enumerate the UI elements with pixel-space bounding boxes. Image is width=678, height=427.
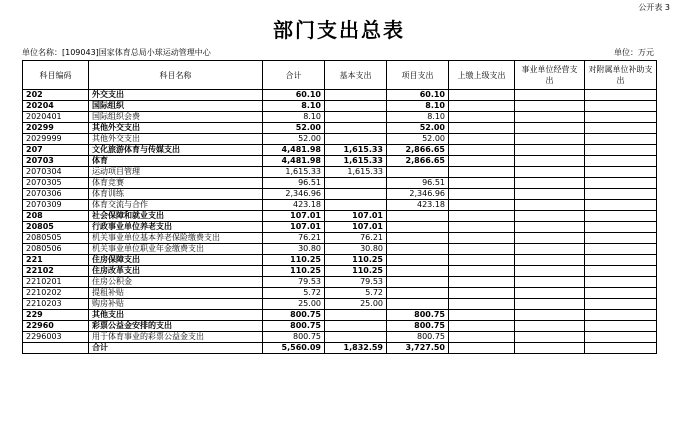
row-basic [325,332,387,343]
row-basic: 76.21 [325,233,387,244]
row-remit [449,145,515,156]
header-project: 项目支出 [387,61,449,90]
row-total: 8.10 [263,112,325,123]
row-total: 5.72 [263,288,325,299]
row-code: 2070304 [23,167,89,178]
row-name: 运动项目管理 [89,167,263,178]
row-basic: 1,615.33 [325,156,387,167]
table-row [23,277,657,288]
row-business [515,277,585,288]
row-remit [449,189,515,200]
row-name: 住房改革支出 [89,266,263,277]
row-basic: 1,832.59 [325,343,387,354]
row-subsidy [585,123,657,134]
row-remit [449,167,515,178]
row-code: 2070306 [23,189,89,200]
row-project [387,277,449,288]
table-row [23,222,657,233]
row-project: 3,727.50 [387,343,449,354]
row-name: 其他支出 [89,310,263,321]
row-total: 110.25 [263,266,325,277]
row-name: 体育 [89,156,263,167]
row-subsidy [585,145,657,156]
row-code: 2210202 [23,288,89,299]
row-business [515,123,585,134]
row-code: 2070309 [23,200,89,211]
header-code: 科目编码 [23,61,89,90]
row-name: 机关事业单位职业年金缴费支出 [89,244,263,255]
row-business [515,178,585,189]
table-row [23,321,657,332]
row-remit [449,288,515,299]
table-row [23,266,657,277]
row-remit [449,343,515,354]
row-project: 2,866.65 [387,145,449,156]
header-basic: 基本支出 [325,61,387,90]
table-row [23,233,657,244]
row-basic [325,178,387,189]
row-subsidy [585,178,657,189]
row-code: 22960 [23,321,89,332]
row-basic: 25.00 [325,299,387,310]
row-remit [449,211,515,222]
row-remit [449,101,515,112]
row-subsidy [585,343,657,354]
row-name: 住房保障支出 [89,255,263,266]
form-number: 公开表 3 [638,3,670,12]
row-remit [449,310,515,321]
row-subsidy [585,310,657,321]
row-subsidy [585,211,657,222]
row-project: 2,866.65 [387,156,449,167]
row-total: 52.00 [263,123,325,134]
row-project: 96.51 [387,178,449,189]
row-remit [449,266,515,277]
row-name: 体育竞赛 [89,178,263,189]
row-project: 800.75 [387,321,449,332]
row-name: 体育交流与合作 [89,200,263,211]
row-code: 208 [23,211,89,222]
row-basic [325,90,387,101]
row-subsidy [585,112,657,123]
row-project: 2,346.96 [387,189,449,200]
row-project [387,233,449,244]
row-subsidy [585,90,657,101]
row-total: 52.00 [263,134,325,145]
row-business [515,167,585,178]
row-business [515,288,585,299]
row-subsidy [585,299,657,310]
row-business [515,266,585,277]
row-total: 107.01 [263,211,325,222]
row-code: 2080506 [23,244,89,255]
row-remit [449,134,515,145]
row-project: 800.75 [387,310,449,321]
table-row [23,310,657,321]
header-total: 合计 [263,61,325,90]
row-remit [449,255,515,266]
row-business [515,332,585,343]
row-name: 机关事业单位基本养老保险缴费支出 [89,233,263,244]
row-basic [325,112,387,123]
row-total: 60.10 [263,90,325,101]
row-name: 购房补贴 [89,299,263,310]
row-total: 800.75 [263,321,325,332]
row-project [387,255,449,266]
row-remit [449,156,515,167]
row-business [515,222,585,233]
unit-name: 单位名称：[109043]国家体育总局小球运动管理中心 [22,48,211,57]
row-project: 800.75 [387,332,449,343]
row-name: 行政事业单位养老支出 [89,222,263,233]
row-remit [449,332,515,343]
row-total: 107.01 [263,222,325,233]
row-project: 60.10 [387,90,449,101]
row-project [387,299,449,310]
row-business [515,101,585,112]
table-row [23,156,657,167]
row-basic: 79.53 [325,277,387,288]
row-project: 423.18 [387,200,449,211]
row-remit [449,321,515,332]
table-row [23,200,657,211]
row-subsidy [585,167,657,178]
table-row [23,343,657,354]
row-name: 合计 [89,343,263,354]
row-project: 52.00 [387,123,449,134]
row-total: 79.53 [263,277,325,288]
row-subsidy [585,266,657,277]
row-code: 2210203 [23,299,89,310]
row-code: 2296003 [23,332,89,343]
header-subsidy: 对附属单位补助支出 [585,61,657,90]
table-row [23,145,657,156]
row-remit [449,277,515,288]
row-business [515,244,585,255]
row-subsidy [585,233,657,244]
row-subsidy [585,288,657,299]
row-code: 20805 [23,222,89,233]
row-business [515,299,585,310]
row-basic [325,189,387,200]
row-total: 4,481.98 [263,145,325,156]
row-basic: 30.80 [325,244,387,255]
row-basic: 1,615.33 [325,167,387,178]
row-subsidy [585,200,657,211]
row-code [23,343,89,354]
row-subsidy [585,189,657,200]
row-project [387,266,449,277]
row-subsidy [585,134,657,145]
row-subsidy [585,277,657,288]
row-name: 住房公积金 [89,277,263,288]
row-business [515,90,585,101]
row-total: 30.80 [263,244,325,255]
table-row [23,288,657,299]
row-business [515,134,585,145]
row-basic: 110.25 [325,255,387,266]
row-total: 1,615.33 [263,167,325,178]
row-code: 2210201 [23,277,89,288]
row-code: 202 [23,90,89,101]
row-code: 221 [23,255,89,266]
row-project: 52.00 [387,134,449,145]
table-row [23,244,657,255]
row-code: 207 [23,145,89,156]
row-project: 8.10 [387,101,449,112]
row-basic [325,101,387,112]
header-name: 科目名称 [89,61,263,90]
table-row [23,299,657,310]
row-name: 用于体育事业的彩票公益金支出 [89,332,263,343]
header-remit: 上缴上级支出 [449,61,515,90]
expenditure-table [22,60,657,354]
row-name: 其他外交支出 [89,123,263,134]
row-total: 110.25 [263,255,325,266]
row-code: 20703 [23,156,89,167]
row-code: 20204 [23,101,89,112]
row-basic: 107.01 [325,222,387,233]
row-remit [449,200,515,211]
row-project [387,167,449,178]
row-remit [449,112,515,123]
row-project [387,211,449,222]
money-unit: 单位：万元 [614,48,654,57]
row-code: 2020401 [23,112,89,123]
table-row [23,112,657,123]
table-row [23,178,657,189]
row-remit [449,299,515,310]
table-row [23,332,657,343]
row-subsidy [585,244,657,255]
row-code: 2080505 [23,233,89,244]
page-title: 部门支出总表 [273,18,405,42]
row-total: 8.10 [263,101,325,112]
row-name: 其他外交支出 [89,134,263,145]
table-row [23,90,657,101]
header-business: 事业单位经营支出 [515,61,585,90]
row-business [515,200,585,211]
row-total: 800.75 [263,332,325,343]
row-total: 96.51 [263,178,325,189]
row-basic: 1,615.33 [325,145,387,156]
row-remit [449,178,515,189]
row-total: 423.18 [263,200,325,211]
row-code: 22102 [23,266,89,277]
row-total: 800.75 [263,310,325,321]
table-body [23,90,657,354]
row-total: 4,481.98 [263,156,325,167]
row-business [515,156,585,167]
table-row [23,255,657,266]
row-business [515,321,585,332]
row-project [387,244,449,255]
row-basic [325,123,387,134]
row-business [515,255,585,266]
table-row [23,189,657,200]
row-basic [325,310,387,321]
row-project [387,222,449,233]
table-row [23,123,657,134]
row-project [387,288,449,299]
row-basic [325,200,387,211]
row-code: 229 [23,310,89,321]
row-business [515,233,585,244]
row-total: 5,560.09 [263,343,325,354]
row-remit [449,244,515,255]
row-name: 提租补贴 [89,288,263,299]
table-row [23,211,657,222]
row-subsidy [585,156,657,167]
row-basic [325,134,387,145]
row-project: 8.10 [387,112,449,123]
row-business [515,189,585,200]
row-business [515,211,585,222]
row-subsidy [585,222,657,233]
table-header-row [23,61,657,90]
row-name: 体育训练 [89,189,263,200]
table-row [23,101,657,112]
row-basic: 110.25 [325,266,387,277]
row-code: 2070305 [23,178,89,189]
row-code: 2029999 [23,134,89,145]
row-total: 76.21 [263,233,325,244]
row-remit [449,233,515,244]
row-basic: 107.01 [325,211,387,222]
row-remit [449,90,515,101]
row-name: 国际组织会费 [89,112,263,123]
row-subsidy [585,101,657,112]
row-name: 彩票公益金安排的支出 [89,321,263,332]
row-basic [325,321,387,332]
table-row [23,167,657,178]
row-name: 国际组织 [89,101,263,112]
row-basic: 5.72 [325,288,387,299]
row-name: 外交支出 [89,90,263,101]
row-total: 25.00 [263,299,325,310]
row-subsidy [585,332,657,343]
row-subsidy [585,321,657,332]
row-remit [449,222,515,233]
row-name: 社会保障和就业支出 [89,211,263,222]
row-business [515,343,585,354]
row-code: 20299 [23,123,89,134]
row-remit [449,123,515,134]
row-business [515,112,585,123]
table-row [23,134,657,145]
row-business [515,310,585,321]
row-total: 2,346.96 [263,189,325,200]
row-subsidy [585,255,657,266]
row-name: 文化旅游体育与传媒支出 [89,145,263,156]
row-business [515,145,585,156]
